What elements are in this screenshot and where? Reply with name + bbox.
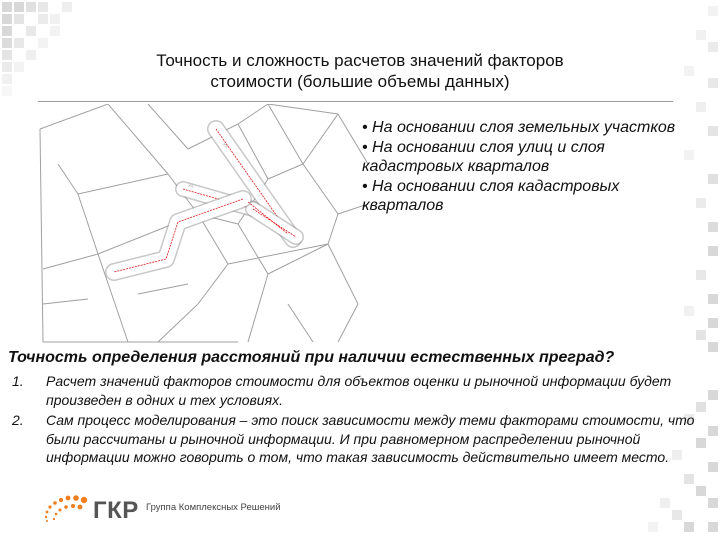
logo-subtitle: Группа Комплексных Решений [146,502,281,513]
list-item [8,372,698,409]
cadastral-map [38,104,368,344]
question-heading: Точность определения расстояний при наличии естественных преград? [8,349,615,366]
title-line-1: Точность и сложность расчетов значений факторов [156,51,564,70]
list-item [8,411,698,467]
bullet-item: • На основании слоя кадастровых кварталов [362,177,620,214]
bullet-list [362,118,682,216]
bullet-item: • На основании слоя земельных участков [362,119,676,136]
svg-text:ул.: ул. [187,182,196,189]
page-title [100,50,620,92]
gkr-logo-mark-icon [40,492,92,526]
svg-text:ул.: ул. [222,141,230,150]
logo-name: ГКР [93,497,139,524]
list-text: Расчет значений факторов стоимости для объектов оценки и рыночной информации будет произведен в одних и тех условиях. [46,373,672,408]
title-divider [38,101,673,102]
list-text: Сам процесс моделирования – это поиск зависимости между теми факторами стоимости, что были рассчитаны и рыночной информации. И при равномерном распределении рыночной информации можно говорить о том, что такая зависимость действительно имеет место. [46,412,695,465]
list-number: 2. [12,412,24,428]
title-line-2: стоимости (большие объемы данных) [210,72,510,91]
bullet-item: • На основании слоя улиц и слоя кадастровых кварталов [362,138,605,175]
numbered-list [8,372,698,469]
decor-squares-left [0,0,90,110]
list-number: 1. [12,373,24,389]
